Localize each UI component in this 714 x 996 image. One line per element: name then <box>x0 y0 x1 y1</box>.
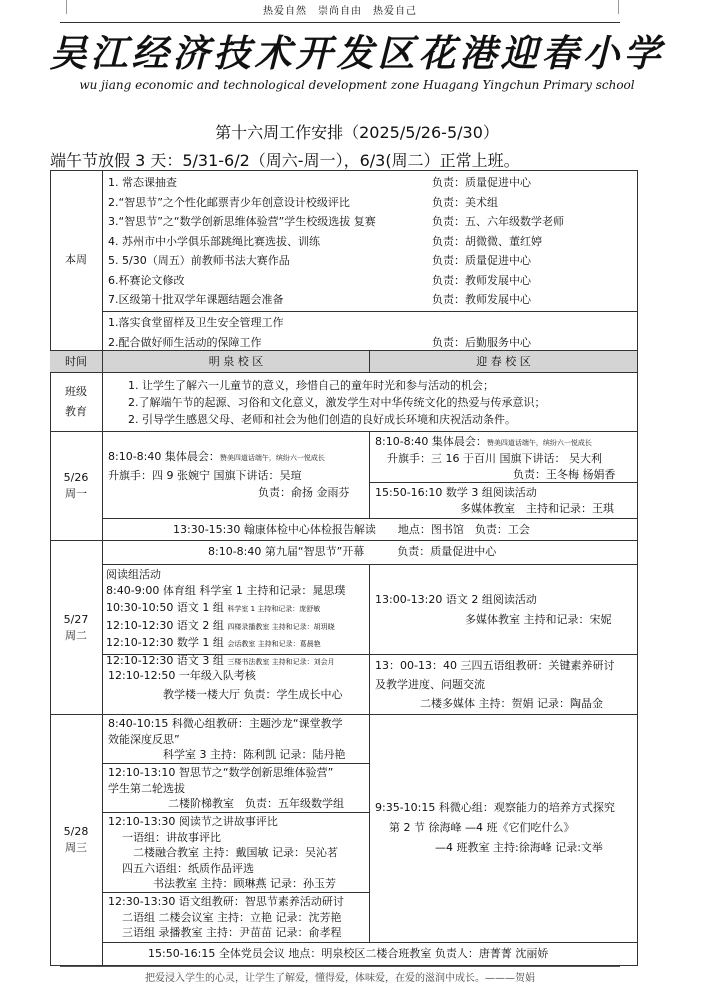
mon-mq-time: 8:10-8:40 集体晨会： <box>108 450 220 463</box>
mon-yc1-time: 8:10-8:40 集体晨会： <box>375 435 487 448</box>
task-text: 2.“智思节”之个性化邮票青少年创意设计校级评比 <box>108 195 350 209</box>
task-owner: 负责：胡微微、董红婷 <box>432 234 542 248</box>
task-row <box>108 271 637 291</box>
mon-weekday: 周一 <box>65 487 87 500</box>
task-text: 3.“智思节”之“数学创新思维体验营”学生校级选拔 复赛 <box>108 215 376 228</box>
task-owner: 负责：教师发展中心 <box>432 293 531 306</box>
class-edu-item: 2. 引导学生感恩父母、老师和社会为他们创造的良好成长环境和庆祝活动条件。 <box>128 413 516 426</box>
header-motto: 热爱自然 崇尚自由 热爱自己 <box>60 0 620 23</box>
week-title: 第十六周工作安排（2025/5/26-5/30） <box>215 123 499 142</box>
mon-yc-2 <box>370 483 638 519</box>
wed-mq-story <box>103 813 370 893</box>
task-text: 5. 5/30（周五）前教师书法大赛作品 <box>108 254 290 267</box>
task-owner: 负责：教师发展中心 <box>432 273 531 287</box>
col-mingquan: 明 泉 校 区 <box>103 351 370 373</box>
tue-research-3: 二楼多媒体 主持：贺娟 记录：陶晶金 <box>420 697 603 710</box>
wed-sci-3: 科学室 3 主持：陈利凯 记录：陆丹艳 <box>163 748 346 761</box>
wed-sci-2: 效能深度反思” <box>108 732 180 746</box>
holiday-notice: 端午节放假 3 天：5/31-6/2（周六-周一），6/3(周二）正常上班。 <box>50 151 520 170</box>
tue-shared: 8:10-8:40 第九届“智思节”开幕 负责：质量促进中心 <box>103 541 638 565</box>
reading-note: 会话教室 主持和记录：葛晨艳 <box>227 640 321 648</box>
col-time: 时间 <box>50 351 103 373</box>
reading-note: 四楼录播教室 主持和记录：胡玥晓 <box>227 622 335 631</box>
task-row <box>108 290 637 310</box>
wed-story-3: 二楼融合教室 主持：戴国敏 记录：吴沁茗 <box>133 846 338 859</box>
mon-yc-1 <box>370 432 638 483</box>
task-row <box>108 193 637 213</box>
logistics-tasks <box>103 312 638 351</box>
tue-research-1: 13：00-13：40 三四五语组教研：关键素养研讨 <box>375 659 615 672</box>
this-week-tasks <box>103 170 638 312</box>
class-edu-item: 2.了解端午节的起源、习俗和文化意义，激发学生对中华传统文化的热爱与传承意识； <box>128 396 546 409</box>
task-text: 4. 苏州市中小学俱乐部跳绳比赛选拔、训练 <box>108 234 320 248</box>
wed-story-2: 一语组：讲故事评比 <box>122 830 221 844</box>
reading-main: 12:10-12:30 语文 2 组 <box>106 618 224 632</box>
mon-mq-line2: 升旗手：四 9 张婉宁 国旗下讲话：吴瑄 <box>108 469 302 482</box>
tue-date: 5/27 <box>63 612 89 626</box>
task-row <box>108 333 637 353</box>
footer-quote: 把爱浸入学生的心灵，让学生了解爱，懂得爱，体味爱，在爱的滋润中成长。———贺娟 <box>60 966 620 984</box>
tue-mq-grade1 <box>103 655 370 715</box>
class-edu-label: 班级教育 <box>50 373 103 432</box>
mon-mq <box>103 432 370 519</box>
reading-main: 12:10-12:30 语文 3 组 <box>106 653 224 667</box>
task-row <box>108 251 637 271</box>
task-owner: 负责：后勤服务中心 <box>432 335 531 349</box>
mon-yc1-line3: 负责：王冬梅 杨娟香 <box>513 468 616 481</box>
mon-label <box>50 432 103 541</box>
tue-reading-item <box>106 618 369 636</box>
task-text: 6.杯赛论文修改 <box>108 273 185 287</box>
mon-yc2-line2: 多媒体教室 主持和记录：王琪 <box>460 502 614 515</box>
wed-lang-1: 12:30-13:30 语文组教研：智思节素养活动研讨 <box>108 895 344 908</box>
task-row <box>108 313 637 333</box>
wed-lang-2: 二语组 二楼会议室 主持：立艳 记录：沈芳艳 <box>122 910 342 924</box>
reading-main: 10:30-10:50 语文 1 组 <box>106 601 224 614</box>
reading-note: 科学室 1 主持和记录：庞舒敏 <box>227 605 321 613</box>
mon-mq-line3: 负责：俞扬 金雨芬 <box>258 486 350 499</box>
class-edu-item: 1. 让学生了解六一儿童节的意义，珍惜自己的童年时光和参与活动的机会； <box>128 379 494 392</box>
mon-date: 5/26 <box>63 471 89 484</box>
wed-mq-math <box>103 764 370 813</box>
task-text: 7.区级第十批双学年课题结题会准备 <box>108 293 284 306</box>
wed-weekday: 周三 <box>65 841 87 854</box>
mon-mq-note: 赞美四道话端午，缤纷六一悦成长 <box>219 454 325 462</box>
wed-yc-2: 第 2 节 徐海峰 —4 班《它们吃什么》 <box>389 821 575 834</box>
wed-sci-1: 8:40-10:15 科微心组教研：主题沙龙“课堂教学 <box>108 717 343 730</box>
wed-date: 5/28 <box>63 825 89 838</box>
task-text: 1. 常态课抽查 <box>108 176 177 189</box>
mon-yc2-line1: 15:50-16:10 数学 3 组阅读活动 <box>375 486 537 499</box>
wed-math-1: 12:10-13:10 智思节之“数学创新思维体验营” <box>108 766 334 779</box>
tue-grade1-1: 12:10-12:50 一年级入队考核 <box>108 669 256 682</box>
task-owner: 负责：美术组 <box>432 195 498 209</box>
task-row <box>108 173 637 193</box>
reading-main: 8:40-9:00 体育组 科学室 1 主持和记录：晁思璞 <box>106 583 346 597</box>
tue-research-2: 及教学进度、问题交流 <box>375 678 485 691</box>
tue-reading-item <box>106 635 369 653</box>
tue-yc-reading-2: 多媒体教室 主持和记录：宋妮 <box>465 613 612 626</box>
wed-mq-science <box>103 715 370 764</box>
task-owner <box>432 313 637 333</box>
wed-label <box>50 715 103 966</box>
tue-weekday: 周二 <box>65 628 87 642</box>
wed-story-1: 12:10-13:30 阅读节之讲故事评比 <box>108 815 278 828</box>
wed-math-2: 学生第二轮选拔 <box>108 781 185 795</box>
class-edu-items <box>103 373 638 432</box>
wed-mq-lang <box>103 893 370 943</box>
reading-main: 12:10-12:30 数学 1 组 <box>106 636 224 649</box>
school-name-en: wu jiang economic and technological development zone Huagang Yingchun Primary school <box>79 78 635 92</box>
tue-grade1-2: 教学楼一楼大厅 负责：学生成长中心 <box>163 688 343 701</box>
task-row <box>108 212 637 232</box>
task-text: 2.配合做好师生活动的保障工作 <box>108 335 262 349</box>
wed-math-3: 二楼阶梯教室 负责：五年级数学组 <box>168 797 344 810</box>
tue-label <box>50 541 103 715</box>
this-week-label: 本周 <box>50 170 103 351</box>
mon-yc1-line2: 升旗手：三 16 于百川 国旗下讲话： 吴大利 <box>387 452 602 465</box>
wed-yc <box>370 715 638 943</box>
wed-shared: 15:50-16:15 全体党员会议 地点：明泉校区二楼合班教室 负责人：唐菁菁 沈丽娇 <box>103 943 638 966</box>
reading-note: 三楼书法教室 主持和记录：刘会月 <box>227 657 335 666</box>
tue-reading-item <box>106 583 369 601</box>
mon-yc1-note: 赞美四道话端午，缤纷六一悦成长 <box>486 439 592 447</box>
task-owner: 负责：五、六年级数学老师 <box>432 215 564 228</box>
tue-mq-reading <box>103 565 370 667</box>
wed-yc-3: —4 班教室 主持:徐海峰 记录:文举 <box>435 841 603 854</box>
tue-reading-item <box>106 600 369 618</box>
school-name: 吴江经济技术开发区花港迎春小学 <box>49 31 665 75</box>
tue-yc-reading-1: 13:00-13:20 语文 2 组阅读活动 <box>375 593 537 606</box>
task-text: 1.落实食堂留样及卫生安全管理工作 <box>108 316 284 329</box>
wed-yc-1: 9:35-10:15 科微心组：观察能力的培养方式探究 <box>375 801 615 814</box>
wed-lang-3: 三语组 录播教室 主持：尹苗苗 记录：俞孝程 <box>122 926 342 939</box>
tue-yc-research <box>370 655 638 715</box>
wed-story-4: 四五六语组：纸质作品评选 <box>122 861 254 875</box>
tue-yc-reading <box>370 565 638 655</box>
wed-story-5: 书法教室 主持：顾琳燕 记录：孙玉芳 <box>153 877 336 890</box>
tue-reading-title: 阅读组活动 <box>106 568 161 581</box>
col-yingchun: 迎 春 校 区 <box>370 351 638 373</box>
mon-shared: 13:30-15:30 翰康体检中心体检报告解读 地点：图书馆 负责：工会 <box>103 519 638 541</box>
task-row <box>108 232 637 252</box>
task-owner: 负责：质量促进中心 <box>432 254 531 267</box>
task-owner: 负责：质量促进中心 <box>432 176 531 189</box>
